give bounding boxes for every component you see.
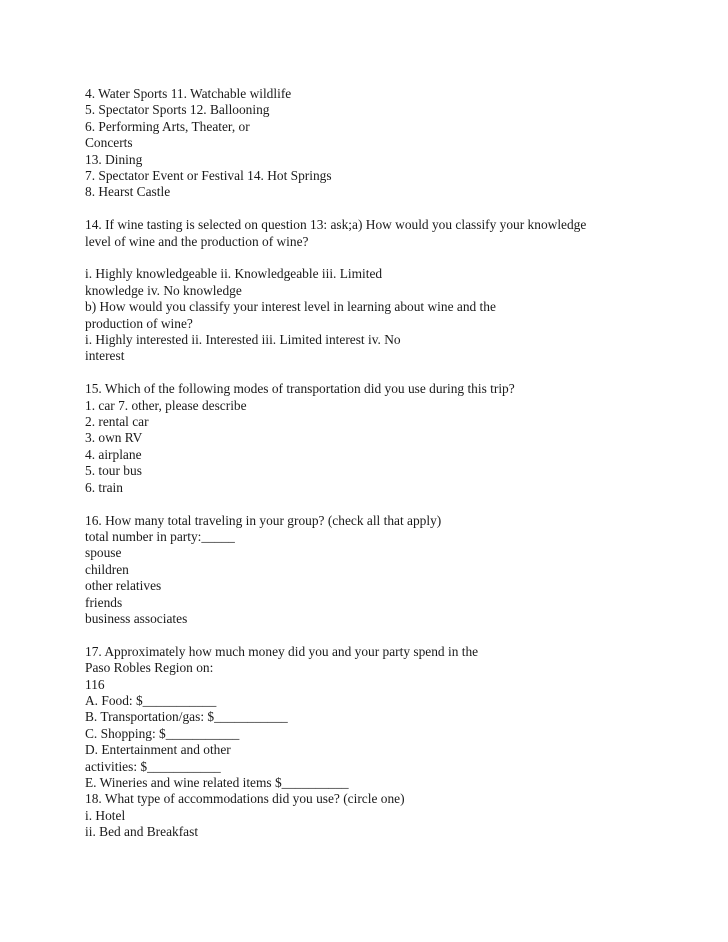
blank-line xyxy=(85,627,685,643)
text-line: 2. rental car xyxy=(85,414,149,430)
document-page xyxy=(85,86,685,841)
text-line: 6. Performing Arts, Theater, or xyxy=(85,118,250,134)
text-line: D. Entertainment and other xyxy=(85,742,231,758)
text-line: children xyxy=(85,561,129,577)
text-line: Concerts xyxy=(85,135,133,151)
blank-line xyxy=(85,496,685,512)
blank-line xyxy=(85,201,685,217)
text-line: interest xyxy=(85,348,125,364)
text-line: other relatives xyxy=(85,578,162,594)
page-number: 116 xyxy=(85,676,105,692)
question-17-text: 17. Approximately how much money did you and your party spend in the xyxy=(85,643,479,659)
text-line: ii. Bed and Breakfast xyxy=(85,824,199,840)
text-line: business associates xyxy=(85,610,188,626)
text-line: Paso Robles Region on: xyxy=(85,660,214,676)
blank-line xyxy=(85,365,685,381)
text-line: 4. airplane xyxy=(85,446,142,462)
text-line: 6. train xyxy=(85,479,123,495)
text-line: 1. car 7. other, please describe xyxy=(85,397,247,413)
text-line: b) How would you classify your interest level in learning about wine and the xyxy=(85,299,496,315)
text-line: B. Transportation/gas: $___________ xyxy=(85,709,288,725)
text-line: 8. Hearst Castle xyxy=(85,184,171,200)
text-line: friends xyxy=(85,594,123,610)
text-line: activities: $___________ xyxy=(85,758,221,774)
text-line: A. Food: $___________ xyxy=(85,692,217,708)
question-18-text: 18. What type of accommodations did you use? (circle one) xyxy=(85,791,405,807)
blank-line xyxy=(85,250,685,266)
question-15-text: 15. Which of the following modes of transportation did you use during this trip? xyxy=(85,381,515,397)
text-line: i. Hotel xyxy=(85,807,126,823)
text-line: 4. Water Sports 11. Watchable wildlife xyxy=(85,86,292,101)
text-line: 5. tour bus xyxy=(85,463,142,479)
text-line: total number in party:_____ xyxy=(85,528,235,544)
text-line: C. Shopping: $___________ xyxy=(85,725,240,741)
text-line: 3. own RV xyxy=(85,430,143,446)
text-line: level of wine and the production of wine? xyxy=(85,233,309,249)
text-line: i. Highly interested ii. Interested iii. Limited interest iv. No xyxy=(85,332,401,348)
text-line: knowledge iv. No knowledge xyxy=(85,282,242,298)
text-line: E. Wineries and wine related items $__________ xyxy=(85,774,349,790)
question-14-text: 14. If wine tasting is selected on question 13: ask;a) How would you classify your knowledge xyxy=(85,217,587,233)
question-16-text: 16. How many total traveling in your group? (check all that apply) xyxy=(85,512,442,528)
text-line: 5. Spectator Sports 12. Ballooning xyxy=(85,102,270,118)
text-line: spouse xyxy=(85,545,122,561)
text-line: 7. Spectator Event or Festival 14. Hot Springs xyxy=(85,168,332,184)
text-line: production of wine? xyxy=(85,315,193,331)
text-line: i. Highly knowledgeable ii. Knowledgeable iii. Limited xyxy=(85,266,383,282)
text-line: 13. Dining xyxy=(85,151,143,167)
